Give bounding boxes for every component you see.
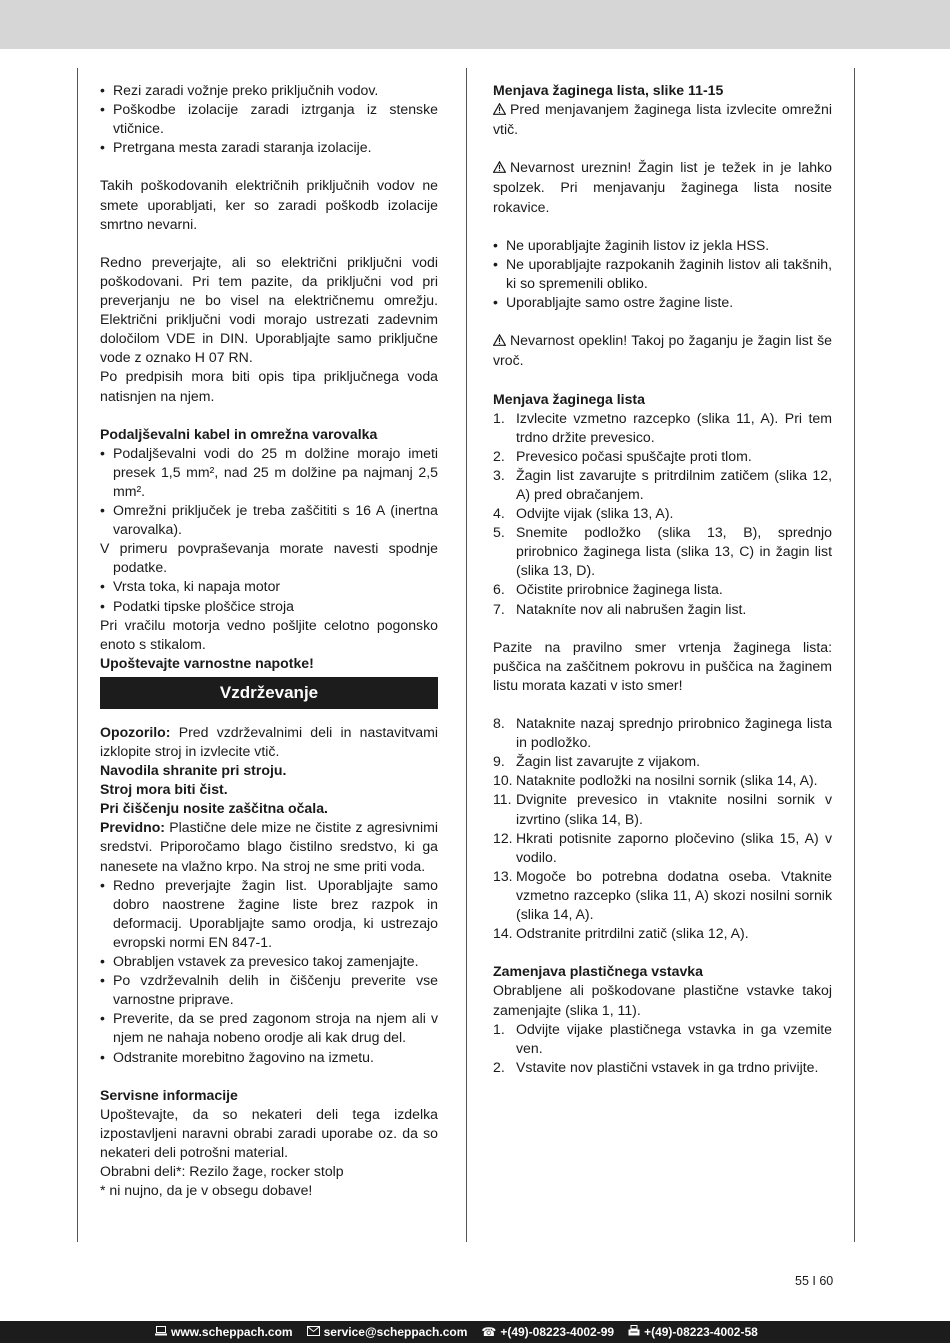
warning-triangle-icon (493, 332, 507, 351)
list-item: • Podaljševalni vodi do 25 m dolžine morajo imeti presek 1,5 mm², nad 25 m dolžine pa najmanj 2,5 mm². (100, 444, 438, 499)
numbered-item: 12. Hkrati potisnite zaporno pločevino (slika 15, A) v vodilo. (493, 829, 832, 865)
list-item: • Po vzdrževalnih delih in čiščenju preverite vse varnostne priprave. (100, 972, 438, 1008)
section-title-extension-cable: Podaljševalni kabel in omrežna varovalka (100, 425, 378, 442)
warning-paragraph: Pred menjavanjem žaginega lista izvlecite omrežni vtič. (493, 101, 832, 138)
bullet-list-damage (100, 81, 438, 157)
numbered-item: 2. Vstavite nov plastični vstavek in ga trdno privijte. (493, 1058, 819, 1075)
numbered-item: 2. Prevesico počasi spuščajte proti tlom. (493, 447, 752, 464)
section-title-steps: Menjava žaginega lista (493, 390, 645, 407)
list-item: • Preverite, da se pred zagonom stroja na njem ali v njem ne nahaja nobeno orodje ali kak drug del. (100, 1010, 438, 1046)
paragraph: Pazite na pravilno smer vrtenja žaginega lista: puščica na zaščitnem pokrovu in puščica na žaginem listu morata kazati v isto smer! (493, 638, 832, 693)
list-item: • Podatki tipske ploščice stroja (100, 597, 294, 614)
maintenance-heading: Vzdrževanje (100, 677, 438, 709)
caution-label: Previdno: (100, 819, 165, 836)
bold-instruction: Navodila shranite pri stroju. (100, 762, 287, 779)
list-item: • Ne uporabljajte razpokanih žaginih listov ali takšnih, ki so spremenili obliko. (493, 255, 832, 291)
mail-icon (307, 1325, 320, 1339)
paragraph: Po predpisih mora biti opis tipa priključnega voda natisnjen na njem. (100, 368, 438, 404)
bold-instruction: Pri čiščenju nosite zaščitna očala. (100, 800, 328, 817)
right-column-rule (854, 68, 855, 1242)
left-column-rule (77, 68, 78, 1242)
section-title-blade-change: Menjava žaginega lista, slike 11-15 (493, 82, 724, 98)
footnote: * ni nujno, da je v obsegu dobave! (100, 1182, 313, 1199)
phone-icon: ☎ (481, 1325, 497, 1339)
numbered-item: 10. Nataknite podložki na nosilni sornik (slika 14, A). (493, 772, 818, 789)
numbered-item: 9. Žagin list zavarujte z vijakom. (493, 753, 701, 770)
numbered-item: 4. Odvijte vijak (slika 13, A). (493, 505, 674, 522)
top-bar (0, 0, 950, 49)
numbered-item: 5. Snemite podložko (slika 13, B), sprednjo prirobnico žaginega lista (slika 13, C) in žagin list (slika 13, D). (493, 524, 832, 579)
paragraph: V primeru povpraševanja morate navesti spodnje podatke. (100, 540, 438, 576)
list-item: • Uporabljajte samo ostre žagine liste. (493, 294, 734, 311)
bold-instruction: Stroj mora biti čist. (100, 781, 228, 798)
section-title-service: Servisne informacije (100, 1086, 238, 1103)
list-item: • Odstranite morebitno žagovino na izmetu. (100, 1048, 374, 1065)
fax-icon (628, 1325, 640, 1339)
paragraph: Upoštevajte, da so nekateri deli tega izdelka izpostavljeni naravni obrabi zaradi uporabe oz. da so nekateri deli potrošni material. (100, 1105, 438, 1160)
numbered-item: 3. Žagin list zavarujte s pritrdilnim zatičem (slika 12, A) pred obračanjem. (493, 466, 832, 502)
list-item: • Omrežni priključek je treba zaščititi s 16 A (inertna varovalka). (100, 502, 438, 538)
paragraph: Takih poškodovanih električnih priključnih vodov ne smete uporabljati, ker so zaradi poškodb izolacije smrtno nevarni. (100, 177, 438, 232)
list-item: • Rezi zaradi vožnje preko priključnih vodov. (100, 82, 379, 98)
numbered-item: 11. Dvignite prevesico in vtaknite nosilni sornik v izvrtino (slika 14, B). (493, 791, 832, 827)
warning-triangle-icon (493, 159, 507, 178)
paragraph: Opozorilo: Pred vzdrževalnimi deli in nastavitvami izklopite stroj in izvlecite vtič. (100, 723, 438, 759)
warning-triangle-icon (493, 101, 507, 120)
paragraph: Obrabljene ali poškodovane plastične vstavke takoj zamenjajte (slika 1, 11). (493, 982, 832, 1018)
list-item: • Poškodbe izolacije zaradi iztrganja iz stenske vtičnice. (100, 101, 438, 137)
paragraph: Previdno: Plastične dele mize ne čistite z agresivnimi sredstvi. Priporočamo blago čistilno sredstvo, ki ga nanesete na vlažno krpo. Na stroj ne sme priti voda. (100, 819, 438, 874)
footer-fax[interactable]: +(49)-08223-4002-58 (628, 1325, 758, 1339)
footer-website[interactable]: www.scheppach.com (155, 1325, 293, 1339)
numbered-item: 8. Nataknite nazaj sprednjo prirobnico žaginega lista in podložko. (493, 715, 832, 751)
numbered-item: 13. Mogoče bo potrebna dodatna oseba. Vtaknite vzmetno razcepko (slika 11, A) skozi nosilni sornik (slika 14, A). (493, 867, 832, 923)
safety-note: Upoštevajte varnostne napotke! (100, 654, 314, 671)
numbered-item: 6. Očistite prirobnice žaginega lista. (493, 581, 723, 598)
footer-bar (0, 1321, 950, 1343)
computer-icon (155, 1325, 167, 1339)
paragraph: Pri vračilu motorja vedno pošljite celotno pogonsko enoto s stikalom. (100, 616, 438, 652)
numbered-item: 1. Izvlecite vzmetno razcepko (slika 11, A). Pri tem trdno držite prevesico. (493, 409, 832, 445)
section-title-insert: Zamenjava plastičnega vstavka (493, 963, 703, 980)
warning-paragraph: Nevarnost ureznin! Žagin list je težek in je lahko spolzek. Pri menjavanju žaginega lista nosite rokavice. (493, 159, 832, 215)
numbered-item: 1. Odvijte vijake plastičnega vstavka in ga vzemite ven. (493, 1020, 832, 1056)
list-item: • Vrsta toka, ki napaja motor (100, 578, 281, 595)
page-number: 55 I 60 (795, 1274, 834, 1288)
paragraph: Redno preverjajte, ali so električni priključni vodi poškodovani. Pri tem pazite, da priključni vod pri preverjanju ne bo visel na električnemu omrežju. Električni priključni vodi morajo ustrezati zadevnim določilom VDE in DIN. Uporabljajte samo priključne vode z oznako H 07 RN. (100, 253, 438, 366)
right-column (493, 81, 832, 1077)
list-item: • Redno preverjajte žagin list. Uporabljajte samo dobro naostrene žagine liste brez razpok in deformacij. Uporabljajte samo orodja, ki ustrezajo evropski normi EN 847-1. (100, 876, 438, 950)
left-column (100, 81, 438, 1200)
wear-parts: Obrabni deli*: Rezilo žage, rocker stolp (100, 1163, 344, 1180)
center-column-rule (466, 68, 467, 1242)
numbered-item: 7. Natakníte nov ali nabrušen žagin list. (493, 600, 747, 617)
footer-email[interactable]: service@scheppach.com (307, 1325, 468, 1339)
list-item: • Ne uporabljajte žaginih listov iz jekla HSS. (493, 236, 770, 253)
numbered-item: 14. Odstranite pritrdilni zatič (slika 12, A). (493, 925, 749, 942)
warning-label: Opozorilo: (100, 723, 171, 740)
list-item: • Obrabljen vstavek za prevesico takoj zamenjajte. (100, 953, 419, 970)
footer-phone[interactable]: ☎ +(49)-08223-4002-99 (481, 1325, 615, 1339)
warning-paragraph: Nevarnost opeklin! Takoj po žaganju je žagin list še vroč. (493, 332, 832, 369)
list-item: • Pretrgana mesta zaradi staranja izolacije. (100, 139, 372, 156)
